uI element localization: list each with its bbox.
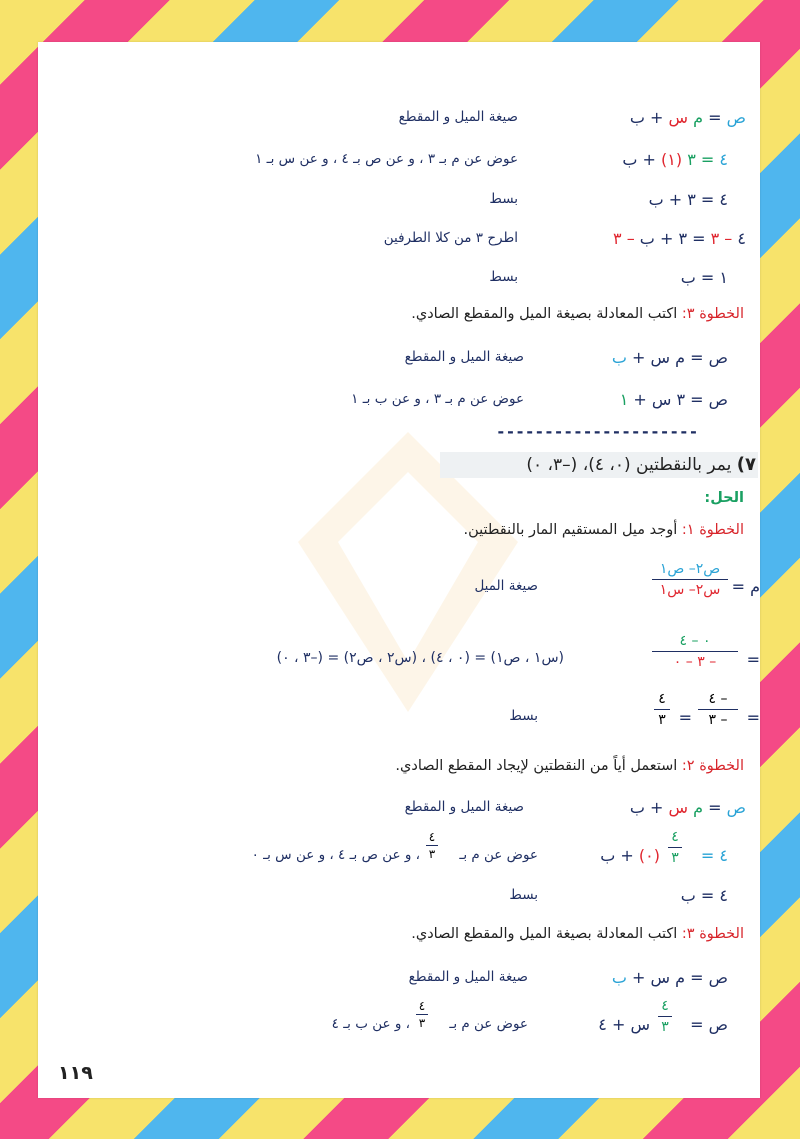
slope-formula: ص٢– ص١ س٢– س١ (652, 560, 728, 599)
slope-eq3-frac1: – ٤ – ٣ (698, 690, 738, 729)
b1-r4-eq: ٤ – ٣ = ٣ + ب – ٣ (613, 229, 746, 248)
b3-r3-eq: ٤ = ب (680, 886, 728, 905)
b1-r2-eq: ٤ = ٣ (١) + ب (622, 150, 728, 169)
b2-r1-note: صيغة الميل و المقطع (404, 349, 524, 365)
step2: الخطوة ٢: استعمل أياً من النقطتين لإيجاد المقطع الصادي. (395, 758, 744, 774)
b1-r1-note: صيغة الميل و المقطع (398, 109, 518, 125)
slope-eq3-sign2: = (678, 708, 692, 727)
b1-r3-note: بسط (489, 191, 518, 207)
b2-r2-eq: ص = ٣ س + ١ (619, 390, 728, 409)
b3-r2-note1: عوض عن م بـ (459, 847, 538, 863)
b4-r2-note-frac: ٤ ٣ (416, 999, 428, 1030)
b3-r2-a: ٤ = (700, 846, 728, 865)
section-divider: --------------------- (496, 422, 699, 441)
b3-r1-note: صيغة الميل و المقطع (404, 799, 524, 815)
step3a: الخطوة ٣: اكتب المعادلة بصيغة الميل والمقطع الصادي. (411, 306, 744, 322)
b4-r2-note1: عوض عن م بـ (449, 1016, 528, 1032)
b3-r1-eq: ص = م س + ب (629, 798, 746, 817)
b1-r4-note: اطرح ٣ من كلا الطرفين (383, 230, 518, 246)
slope-eq2-note: (س١ ، ص١) = (٠ ، ٤) ، (س٢ ، ص٢) = (–٣ ، ٠) (276, 650, 564, 666)
solution-label: الحل: (704, 490, 744, 506)
b1-r5-note: بسط (489, 269, 518, 285)
b1-r3-eq: ٤ = ٣ + ب (648, 190, 728, 209)
slope-m: م = (731, 577, 760, 596)
b3-r2-note-frac: ٤ ٣ (426, 830, 438, 861)
step3b: الخطوة ٣: اكتب المعادلة بصيغة الميل والمقطع الصادي. (411, 926, 744, 942)
slope-note: صيغة الميل (474, 578, 538, 594)
b4-r1-eq: ص = م س + ب (611, 968, 728, 987)
b4-r2-a: ص = (690, 1015, 728, 1034)
question-7: ٧) يمر بالنقطتين (٠، ٤)، (–٣، ٠) (526, 454, 756, 475)
b1-r5-eq: ١ = ب (680, 268, 728, 287)
b1-r2-note: عوض عن م بـ ٣ ، و عن ص بـ ٤ ، و عن س بـ ١ (255, 151, 518, 167)
slope-eq3-note: بسط (509, 708, 538, 724)
b4-r2-note2: ، و عن ب بـ ٤ (331, 1016, 410, 1032)
slope-eq3-frac2: ٤ ٣ (654, 690, 670, 729)
b1-r1-eq: ص = م س + ب (629, 108, 746, 127)
slope-eq3-sign1: = (746, 708, 760, 727)
b4-r1-note: صيغة الميل و المقطع (408, 969, 528, 985)
b2-r1-eq: ص = م س + ب (611, 348, 728, 367)
step1: الخطوة ١: أوجد ميل المستقيم المار بالنقطتين. (463, 522, 744, 538)
b3-r3-note: بسط (509, 887, 538, 903)
b3-r2-frac: ٤ ٣ (668, 828, 682, 867)
b3-r2-note2: ، و عن ص بـ ٤ ، و عن س بـ ٠ (251, 847, 420, 863)
page-number: ١١٩ (58, 1062, 93, 1084)
b4-r2-frac: ٤ ٣ (658, 997, 672, 1036)
b4-r2-rest: س + ٤ (598, 1015, 650, 1034)
slope-eq2-sign: = (746, 650, 760, 669)
slope-eq2: ٠ – ٤ – ٣ – ٠ (652, 632, 738, 671)
b2-r2-note: عوض عن م بـ ٣ ، و عن ب بـ ١ (351, 391, 524, 407)
b3-r2-rest: (٠) + ب (600, 846, 660, 865)
